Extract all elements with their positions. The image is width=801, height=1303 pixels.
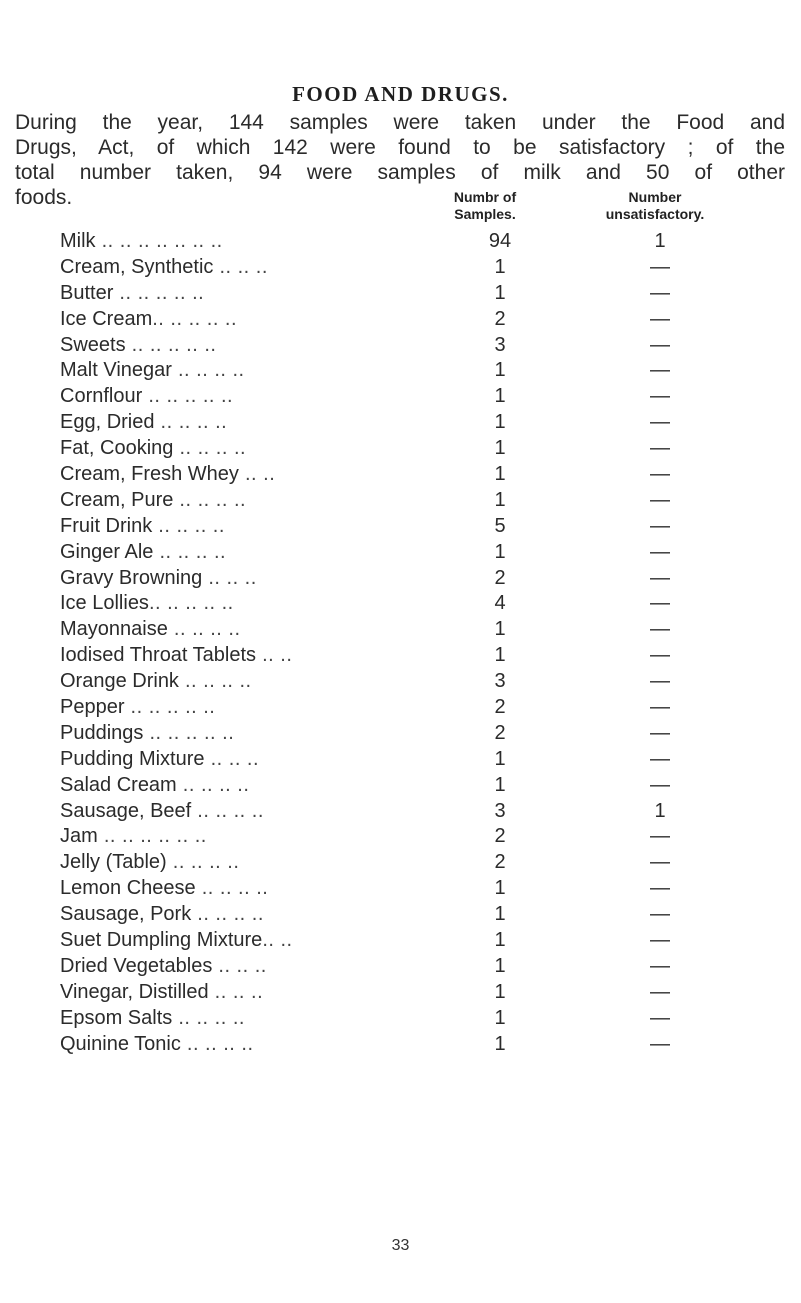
samples-count: 2 xyxy=(494,566,506,589)
unsatisfactory-count: — xyxy=(650,488,670,511)
unsatisfactory-count: — xyxy=(650,307,670,330)
item-name-cell xyxy=(60,229,460,253)
samples-count: 5 xyxy=(494,514,506,537)
leader-dots: .. .. .. .. xyxy=(154,411,228,434)
column-header-unsatisfactory-line1: Number xyxy=(628,189,682,205)
samples-table xyxy=(0,229,801,1058)
unsatisfactory-count: — xyxy=(650,980,670,1003)
item-name-cell xyxy=(60,255,460,279)
leader-dots: .. .. .. .. .. xyxy=(125,333,217,356)
leader-dots: .. .. .. .. xyxy=(171,359,245,382)
samples-count: 3 xyxy=(494,799,506,822)
item-name-cell xyxy=(60,1032,460,1056)
item-name-cell xyxy=(60,591,460,615)
leader-dots: .. .. .. xyxy=(202,566,257,589)
item-name: Butter xyxy=(60,281,114,304)
unsatisfactory-count: — xyxy=(650,255,670,278)
item-name: Suet Dumpling Mixture xyxy=(60,929,263,952)
item-name-cell xyxy=(60,488,460,512)
item-name: Iodised Throat Tablets xyxy=(60,644,257,667)
item-name: Cream, Synthetic xyxy=(60,255,214,278)
samples-count: 1 xyxy=(494,877,506,900)
item-name-cell xyxy=(60,954,460,978)
table-row xyxy=(0,643,801,669)
item-name-cell xyxy=(60,876,460,900)
table-row xyxy=(0,799,801,825)
leader-dots: .. .. .. .. .. xyxy=(143,721,235,744)
unsatisfactory-count: — xyxy=(650,281,670,304)
page-title: FOOD AND DRUGS. xyxy=(292,82,509,106)
samples-count: 2 xyxy=(494,825,506,848)
table-row xyxy=(0,902,801,928)
intro-line: total number taken, 94 were samples of milk and 50 of other xyxy=(15,161,785,184)
leader-dots: .. .. .. .. xyxy=(153,540,227,563)
table-row xyxy=(0,540,801,566)
item-name: Lemon Cheese xyxy=(60,877,196,900)
samples-count: 1 xyxy=(494,385,506,408)
intro-line: During the year, 144 samples were taken under the Food and xyxy=(15,111,785,134)
item-name: Sausage, Beef xyxy=(60,799,192,822)
samples-count: 1 xyxy=(494,540,506,563)
table-row xyxy=(0,669,801,695)
leader-dots: .. .. .. .. xyxy=(152,514,225,537)
item-name-cell xyxy=(60,617,460,641)
item-name-cell xyxy=(60,410,460,434)
leader-dots: .. .. .. .. .. xyxy=(113,281,205,304)
item-name-cell xyxy=(60,540,460,564)
item-name-cell xyxy=(60,799,460,823)
table-row xyxy=(0,954,801,980)
samples-count: 1 xyxy=(494,954,506,977)
unsatisfactory-count: — xyxy=(650,411,670,434)
table-row xyxy=(0,773,801,799)
table-row xyxy=(0,514,801,540)
item-name: Malt Vinegar xyxy=(60,359,172,382)
item-name-cell xyxy=(60,695,460,719)
unsatisfactory-count: — xyxy=(650,773,670,796)
unsatisfactory-count: — xyxy=(650,514,670,537)
intro-line: foods. xyxy=(15,186,73,209)
item-name: Puddings xyxy=(60,721,144,744)
samples-count: 1 xyxy=(494,618,506,641)
page-number: 33 xyxy=(391,1237,410,1254)
unsatisfactory-count: — xyxy=(650,747,670,770)
samples-count: 2 xyxy=(494,721,506,744)
leader-dots: .. .. xyxy=(238,463,276,486)
table-row xyxy=(0,333,801,359)
unsatisfactory-count: 1 xyxy=(654,230,666,252)
table-row xyxy=(0,824,801,850)
item-name-cell xyxy=(60,436,460,460)
item-name-cell xyxy=(60,281,460,305)
samples-count: 3 xyxy=(494,670,506,693)
samples-count: 1 xyxy=(494,929,506,952)
item-name: Ice Cream xyxy=(60,307,153,330)
table-row xyxy=(0,307,801,333)
item-name: Sweets xyxy=(60,333,126,356)
unsatisfactory-count: — xyxy=(650,721,670,744)
item-name-cell xyxy=(60,721,460,745)
table-row xyxy=(0,695,801,721)
unsatisfactory-count: — xyxy=(650,696,670,719)
item-name: Salad Cream xyxy=(60,773,177,796)
samples-count: 1 xyxy=(494,281,506,304)
leader-dots: .. .. .. .. xyxy=(167,618,241,641)
table-row xyxy=(0,462,801,488)
unsatisfactory-count: — xyxy=(650,359,670,382)
item-name: Epsom Salts xyxy=(60,1006,173,1029)
leader-dots: .. .. .. .. xyxy=(195,877,269,900)
item-name-cell xyxy=(60,307,460,331)
leader-dots: .. .. .. .. xyxy=(172,1006,245,1029)
table-row xyxy=(0,488,801,514)
item-name: Milk xyxy=(60,230,96,252)
column-header-samples-line2: Samples. xyxy=(454,206,516,222)
leader-dots: .. .. .. xyxy=(204,747,260,770)
leader-dots: .. .. .. xyxy=(212,954,267,977)
leader-dots: .. .. .. .. .. .. .. xyxy=(95,230,223,252)
item-name: Ginger Ale xyxy=(60,540,154,563)
unsatisfactory-count: — xyxy=(650,592,670,615)
table-row xyxy=(0,436,801,462)
item-name-cell xyxy=(60,928,460,952)
item-name: Mayonnaise xyxy=(60,618,168,641)
leader-dots: .. .. .. .. .. .. xyxy=(97,825,207,848)
item-name-cell xyxy=(60,462,460,486)
item-name: Pudding Mixture xyxy=(60,747,205,770)
item-name-cell xyxy=(60,514,460,538)
leader-dots: .. .. .. .. xyxy=(191,903,264,926)
leader-dots: .. .. .. xyxy=(208,980,264,1003)
item-name-cell xyxy=(60,384,460,408)
item-name-cell xyxy=(60,566,460,590)
item-name-cell xyxy=(60,980,460,1004)
unsatisfactory-count: — xyxy=(650,644,670,667)
samples-count: 1 xyxy=(494,463,506,486)
samples-count: 1 xyxy=(494,1006,506,1029)
item-name-cell xyxy=(60,902,460,926)
item-name: Ice Lollies xyxy=(60,592,149,615)
item-name: Quinine Tonic xyxy=(60,1032,181,1055)
column-header-samples-line1: Numbr of xyxy=(453,189,517,205)
leader-dots: .. .. .. xyxy=(213,255,268,278)
table-row xyxy=(0,980,801,1006)
unsatisfactory-count: — xyxy=(650,670,670,693)
samples-count: 1 xyxy=(494,437,506,460)
table-row xyxy=(0,591,801,617)
item-name-cell xyxy=(60,1006,460,1030)
item-name: Cream, Fresh Whey xyxy=(60,463,239,486)
table-row xyxy=(0,876,801,902)
unsatisfactory-count: — xyxy=(650,333,670,356)
item-name: Jelly (Table) xyxy=(60,851,167,874)
samples-count: 2 xyxy=(494,307,506,330)
item-name: Dried Vegetables xyxy=(60,954,213,977)
samples-count: 2 xyxy=(494,696,506,719)
unsatisfactory-count: — xyxy=(650,540,670,563)
samples-count: 1 xyxy=(494,747,506,770)
unsatisfactory-count: — xyxy=(650,1006,670,1029)
samples-count: 1 xyxy=(494,411,506,434)
leader-dots: .. .. .. .. xyxy=(173,437,247,460)
leader-dots: .. .. .. .. xyxy=(178,670,252,693)
table-row xyxy=(0,747,801,773)
unsatisfactory-count: — xyxy=(650,877,670,900)
item-name: Fat, Cooking xyxy=(60,437,174,460)
column-header-samples xyxy=(415,189,555,223)
item-name-cell xyxy=(60,358,460,382)
samples-count: 1 xyxy=(494,903,506,926)
leader-dots: .. .. .. .. .. xyxy=(152,307,238,330)
item-name-cell xyxy=(60,773,460,797)
leader-dots: .. .. .. .. .. xyxy=(148,592,234,615)
item-name-cell xyxy=(60,747,460,771)
table-row xyxy=(0,1006,801,1032)
item-name: Egg, Dried xyxy=(60,411,155,434)
table-row xyxy=(0,1032,801,1058)
item-name: Cream, Pure xyxy=(60,488,174,511)
item-name-cell xyxy=(60,333,460,357)
table-row xyxy=(0,358,801,384)
unsatisfactory-count: — xyxy=(650,437,670,460)
item-name-cell xyxy=(60,643,460,667)
table-row xyxy=(0,566,801,592)
unsatisfactory-count: — xyxy=(650,954,670,977)
item-name: Vinegar, Distilled xyxy=(60,980,209,1003)
table-row xyxy=(0,617,801,643)
table-row xyxy=(0,928,801,954)
column-header-unsatisfactory-line2: unsatisfactory. xyxy=(605,206,705,222)
samples-count: 1 xyxy=(494,255,506,278)
column-header-unsatisfactory xyxy=(560,189,750,223)
samples-count: 1 xyxy=(494,1032,506,1055)
table-row xyxy=(0,850,801,876)
table-row xyxy=(0,281,801,307)
leader-dots: .. .. .. .. .. xyxy=(124,696,216,719)
intro-line: Drugs, Act, of which 142 were found to be satisfactory ; of the xyxy=(15,136,785,159)
item-name: Pepper xyxy=(60,696,125,719)
item-name-cell xyxy=(60,850,460,874)
samples-count: 94 xyxy=(488,230,512,252)
table-row xyxy=(0,255,801,281)
leader-dots: .. .. .. .. xyxy=(191,799,264,822)
leader-dots: .. .. .. .. xyxy=(173,488,247,511)
unsatisfactory-count: — xyxy=(650,851,670,874)
unsatisfactory-count: — xyxy=(650,929,670,952)
item-name: Orange Drink xyxy=(60,670,179,693)
table-row xyxy=(0,229,801,255)
unsatisfactory-count: — xyxy=(650,385,670,408)
item-name-cell xyxy=(60,824,460,848)
samples-count: 4 xyxy=(494,592,506,615)
unsatisfactory-count: — xyxy=(650,463,670,486)
item-name: Jam xyxy=(60,825,98,848)
unsatisfactory-count: — xyxy=(650,1032,670,1055)
unsatisfactory-count: 1 xyxy=(654,799,666,822)
leader-dots: .. .. .. .. xyxy=(180,1032,254,1055)
table-row xyxy=(0,721,801,747)
leader-dots: .. .. .. .. xyxy=(176,773,250,796)
samples-count: 1 xyxy=(494,773,506,796)
table-row xyxy=(0,410,801,436)
table-row xyxy=(0,384,801,410)
leader-dots: .. .. .. .. .. xyxy=(142,385,234,408)
item-name: Fruit Drink xyxy=(60,514,153,537)
leader-dots: .. .. xyxy=(262,929,293,952)
samples-count: 1 xyxy=(494,980,506,1003)
samples-count: 1 xyxy=(494,359,506,382)
samples-count: 2 xyxy=(494,851,506,874)
samples-count: 3 xyxy=(494,333,506,356)
item-name: Sausage, Pork xyxy=(60,903,192,926)
samples-count: 1 xyxy=(494,644,506,667)
unsatisfactory-count: — xyxy=(650,618,670,641)
unsatisfactory-count: — xyxy=(650,566,670,589)
item-name-cell xyxy=(60,669,460,693)
unsatisfactory-count: — xyxy=(650,903,670,926)
item-name: Gravy Browning xyxy=(60,566,203,589)
leader-dots: .. .. xyxy=(256,644,293,667)
leader-dots: .. .. .. .. xyxy=(166,851,240,874)
samples-count: 1 xyxy=(494,488,506,511)
item-name: Cornflour xyxy=(60,385,143,408)
unsatisfactory-count: — xyxy=(650,825,670,848)
